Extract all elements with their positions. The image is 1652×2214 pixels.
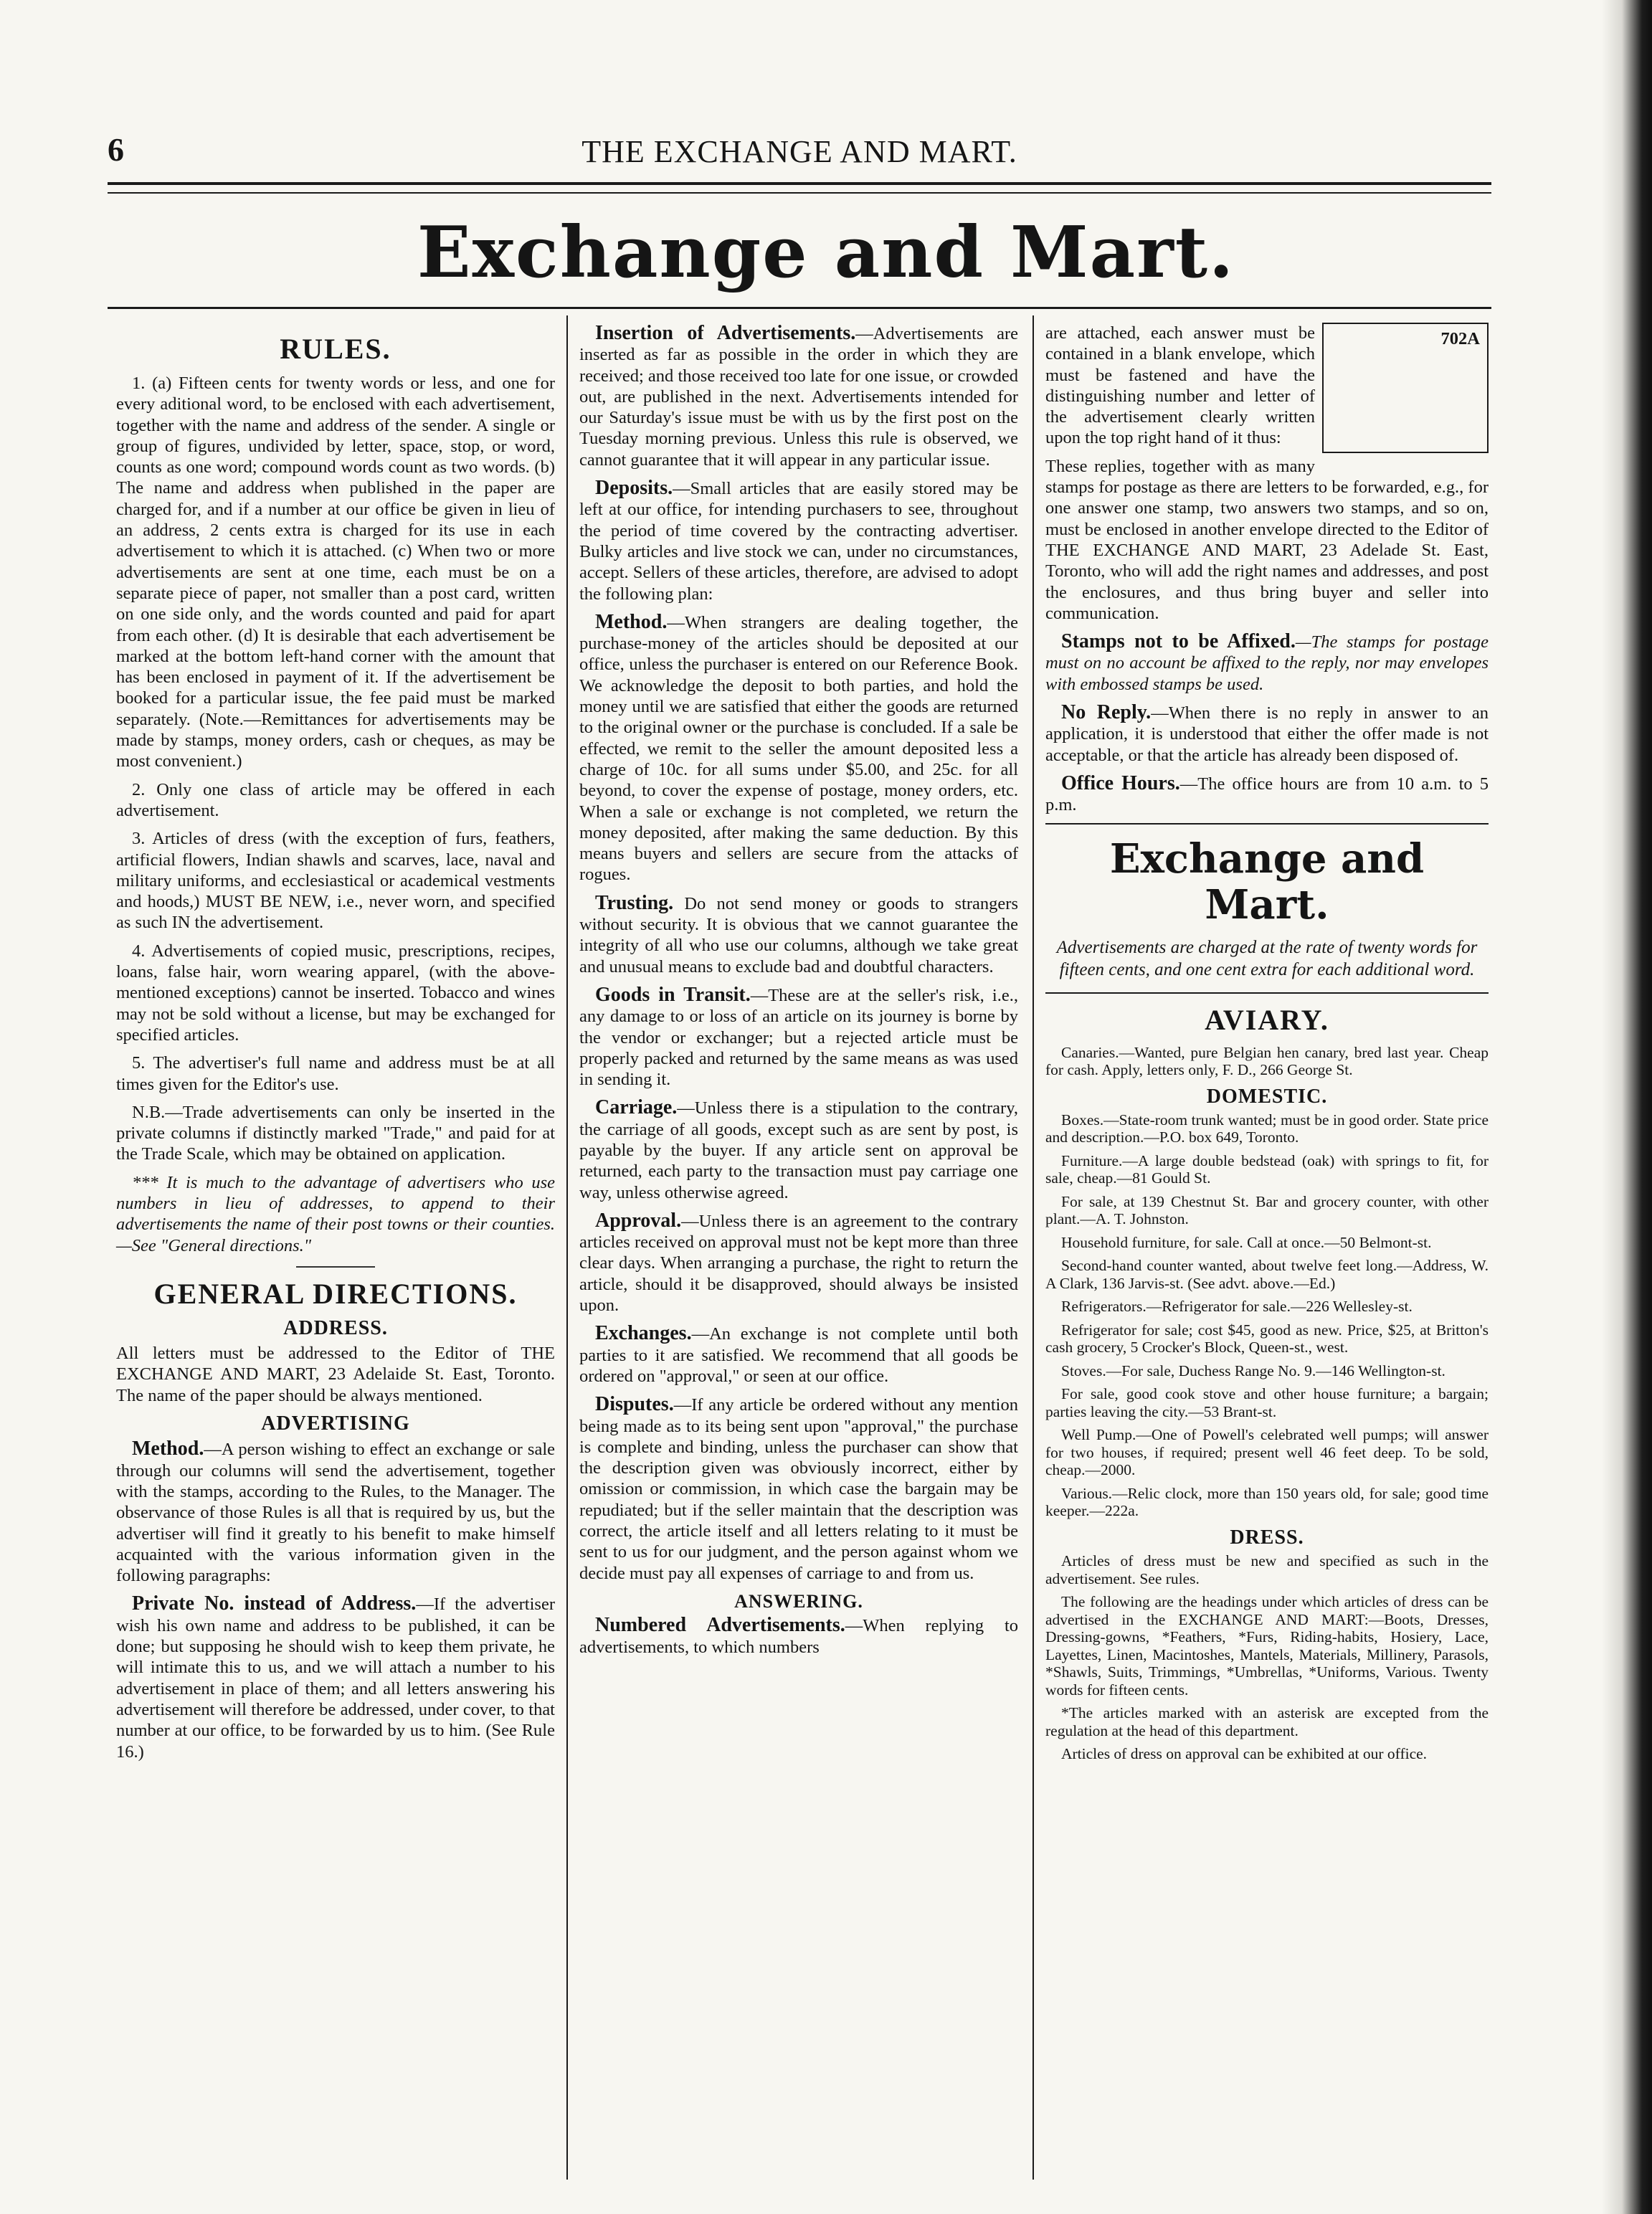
method-text: —A person wishing to effect an exchange or sale through our columns will send the advertisement, together with the stamps, according to the Rules, to the Manager. The observance of those Rules is all that is required by us, but the advertiser will find it greatly to his benefit to make himself acquainted with the various information given in the following paragraphs: [116,1440,555,1586]
column-rules [116,323,555,1769]
approval-text: —Unless there is an agreement to the contrary articles received on approval must not be kept more than three clear days. When arranging a purchase, the right to return the article, should it be disapproved, should always be insisted upon. [579,1211,1018,1316]
method-deposit-head: Method. [595,610,668,633]
method-deposit-text: —When strangers are dealing together, the purchase-money of the articles should be deposited at our office, unless the purchaser is entered on our Reference Book. We acknowledge the deposit to both parties, and hold the money until we are satisfied that either the goods are returned to the original owner or the purchase is concluded. If a sale be effected, we remit to the seller the amount deposited less a charge of 10c. for all sums under $5.00, and 25c. for all beyond, to cover the expense of postage, money orders, etc. When a sale or exchange is not completed, we return the money deposited, after making the same deduction. By this means buyers and sellers are secure from the attacks of rogues. [579,612,1018,885]
rate-note: Advertisements are charged at the rate of twenty words for fifteen cents, and one cent extra for each additional word. [1056,937,1478,979]
advantage-note: *** It is much to the advantage of advertisers who use numbers in lieu of addresses, to append to their advertisements the name of their post towns or their counties.—See "General directions." [116,1172,555,1255]
column-rule [1045,992,1489,994]
office-hours-paragraph [1045,773,1489,816]
running-title: THE EXCHANGE AND MART. [581,134,1017,169]
office-hours-head: Office Hours. [1061,771,1180,794]
rule-3: 3. Articles of dress (with the exception of furs, feathers, artificial flowers, Indian shawls and scarves, lace, naval and military uniforms, and ecclesiastical or academical vestments and hoods,) MUST BE NEW, i.e., never worn, and specified as such IN the advertisement. [116,829,555,933]
column-divider-2 [1032,315,1034,2180]
sample-number-box: 702A [1322,323,1489,453]
private-text: —If the advertiser wish his own name and address to be published, it can be done; but supposing he should wish to keep them private, he will intimate this to us, and we will attach a number to his advertisement in place of them; and all letters answering his advertisement will therefore be addressed, under cover, to that number at our office, to be forwarded by us to him. (See Rule 16.) [116,1595,555,1762]
rule-4: 4. Advertisements of copied music, prescriptions, recipes, loans, false hair, worn wearing apparel, (with the above-mentioned exceptions) cannot be inserted. Tobacco and wines may not be sold without a license, but may be exchanged for specified articles. [116,941,555,1045]
carriage-paragraph [579,1097,1018,1202]
ad-various: Various.—Relic clock, more than 150 years old, for sale; good time keeper.—222a. [1045,1484,1489,1520]
office-hours-text: —The office hours are from 10 a.m. to 5 p.m. [1045,774,1489,815]
page-header [108,130,1491,181]
noreply-paragraph [1045,702,1489,766]
disputes-head: Disputes. [595,1393,674,1416]
ad-furniture: Furniture.—A large double bedstead (oak) with springs to fit, for sale, cheap.—81 Gould St. [1045,1151,1489,1187]
numbered-head: Numbered Advertisements. [595,1614,845,1637]
private-head: Private No. instead of Address. [132,1592,417,1615]
insertion-text: —Advertisements are inserted as far as possible in the order in which they are received; and those received too late for one issue, or crowded out, are published in the next. Advertisements intended for our Saturday's issue must be with us by the first post on the Tuesday morning previous. Unless this rule is observed, we cannot guarantee that it will appear in any particular issue. [579,324,1019,470]
method-paragraph [116,1438,555,1586]
ad-well-pump: Well Pump.—One of Powell's celebrated well pumps; will answer for two houses, if required; present well 46 feet deep. To be sold, cheap.—2000. [1045,1426,1489,1479]
approval-head: Approval. [595,1209,682,1232]
noreply-text: —When there is no reply in answer to an application, it is understood that either the offer made is not acceptable, or that the article has already been disposed of. [1045,703,1489,765]
disputes-text: —If any article be ordered without any mention being made as to its being sent upon "approval," the purchase is complete and binding, unless the purchaser can show that the description given was obviously incorrect, either by omission or commission, in which case the bargain may be repudiated; but if the seller maintain that the description was correct, the article itself and all letters relating to it must be sent to us for our judgment, and the person against whom we decide must pay all expenses of carriage to and from us. [579,1395,1018,1583]
deposits-head: Deposits. [595,477,673,500]
answering-heading: ANSWERING. [734,1590,863,1612]
trusting-paragraph [579,893,1018,977]
column-divider-1 [566,315,568,2180]
noreply-head: No Reply. [1061,701,1152,724]
disputes-paragraph [579,1394,1018,1584]
dress-note-1: Articles of dress must be new and specified as such in the advertisement. See rules. [1045,1552,1489,1587]
method-deposit-paragraph [579,612,1018,885]
ad-canaries: Canaries.—Wanted, pure Belgian hen canary, bred last year. Cheap for cash. Apply, letters only, F. D., 266 George St. [1045,1043,1489,1079]
goods-head: Goods in Transit. [595,983,751,1006]
insertion-head: Insertion of Advertisements. [595,322,856,344]
ad-household: Household furniture, for sale. Call at once.—50 Belmont-st. [1061,1233,1432,1251]
page-edge-shadow [1602,0,1652,2214]
deposits-text: —Small articles that are easily stored may be left at our office, for intending purchasers to see, throughout the period of time covered by the contracting advertiser. Bulky articles and live stock we can, under no circumstances, accept. Sellers of these articles, therefore, are advised to adopt the following plan: [579,479,1018,604]
column-directions [579,323,1018,1665]
rule-5: 5. The advertiser's full name and address must be at all times given for the Editor's use. [116,1053,555,1094]
ad-grocery-counter: For sale, at 139 Chestnut St. Bar and grocery counter, with other plant.—A. T. Johnston. [1045,1192,1489,1228]
stamps-paragraph [1045,631,1489,695]
dress-note-2: The following are the headings under which articles of dress can be advertised in the EXCHANGE AND MART:—Boots, Dresses, Dressing-gowns, *Feathers, *Furs, Riding-habits, Hosiery, Lace, Layettes, Linen, Macintoshes, Mantels, Materials, Millinery, Parasols, *Shawls, Suits, Trimmings, *Umbrellas, *Uniforms, Various. Twenty words for fifteen cents. [1045,1593,1489,1698]
exchanges-head: Exchanges. [595,1322,692,1345]
trusting-head: Trusting. [595,891,674,914]
stamps-head: Stamps not to be Affixed. [1061,630,1296,653]
insertion-paragraph [579,323,1018,470]
exchanges-paragraph [579,1323,1018,1387]
ad-refrigerators: Refrigerators.—Refrigerator for sale.—226 Wellesley-st. [1061,1298,1413,1316]
numbered-paragraph [579,1615,1018,1658]
private-paragraph [116,1593,555,1762]
answering-continued [1045,323,1489,449]
rules-heading: RULES. [280,333,391,365]
dress-heading: DRESS. [1230,1526,1304,1549]
domestic-heading: DOMESTIC. [1206,1085,1328,1108]
aviary-heading: AVIARY. [1205,1003,1329,1036]
ad-second-hand-counter: Second-hand counter wanted, about twelve feet long.—Address, W. A Clark, 136 Jarvis-st. (See advt. above.—Ed.) [1045,1257,1489,1292]
carriage-text: —Unless there is a stipulation to the contrary, the carriage of all goods, except such as are sent by post, is payable by the buyer. If any article sent on approval be returned, each party to the transaction must pay carriage one way, unless otherwise agreed. [579,1098,1018,1202]
goods-text: —These are at the seller's risk, i.e., any damage to or loss of an article on its journey is borne by the vendor or exchanger; but a rejected article must be properly packed and returned by the same means as was used in sending it. [579,985,1018,1090]
method-head: Method. [132,1438,204,1460]
ad-refrigerator-2: Refrigerator for sale; cost $45, good as new. Price, $25, at Britton's cash grocery, 5 Crocker's Block, Queen-st., west. [1045,1321,1489,1357]
sub-masthead: Exchange and Mart. [1109,835,1425,928]
header-double-rule [108,182,1491,194]
exchanges-text: —An exchange is not complete until both parties to it are satisfied. We recommend that all goods be ordered on "approval," or seen at our office. [579,1324,1018,1386]
ad-boxes: Boxes.—State-room trunk wanted; must be in good order. State price and description.—P.O. box 649, Toronto. [1045,1111,1489,1146]
general-directions-heading: GENERAL DIRECTIONS. [153,1277,518,1310]
numbered-text: —When replying to advertisements, to which numbers [579,1616,1018,1657]
ad-cook-stove: For sale, good cook stove and other house furniture; a bargain; parties leaving the city.—53 Brant-st. [1045,1385,1489,1420]
answering-continued-2: These replies, together with as many stamps for postage as there are letters to be forwarded, e.g., for one answer one stamp, two answers two stamps, and so on, must be enclosed in another envelope directed to the Editor of THE EXCHANGE AND MART, 23 Adelade St. East, Toronto, who will add the right names and addresses, and post the enclosures, and thus bring buyer and seller into communication. [1045,456,1489,623]
address-heading: ADDRESS. [283,1316,388,1339]
carriage-head: Carriage. [595,1096,678,1119]
trade-note: N.B.—Trade advertisements can only be inserted in the private columns if distinctly marked "Trade," and paid for at the Trade Scale, which may be obtained on application. [116,1102,555,1164]
ad-stoves: Stoves.—For sale, Duchess Range No. 9.—146 Wellington-st. [1061,1362,1446,1379]
column-rule [1045,823,1489,825]
deposits-paragraph [579,478,1018,604]
masthead-rule [108,307,1491,309]
answering-continued-text: are attached, each answer must be contained in a blank envelope, which must be fastened and have the distinguishing number and letter of the advertisement clearly written upon the top right hand of it thus: [1045,323,1315,448]
rule-2: 2. Only one class of article may be offered in each advertisement. [116,779,555,820]
approval-paragraph [579,1210,1018,1316]
section-divider [296,1266,375,1268]
trusting-text: Do not send money or goods to strangers without security. It is obvious that we cannot guarantee the integrity of all who use our columns, although we take great and unusual means to exclude bad and doubtful characters. [579,893,1018,977]
address-text: All letters must be addressed to the Editor of THE EXCHANGE AND MART, 23 Adelaide St. East, Toronto. The name of the paper should be always mentioned. [116,1344,555,1405]
advertising-heading: ADVERTISING [261,1412,410,1435]
dress-note-4: Articles of dress on approval can be exhibited at our office. [1061,1745,1428,1763]
stamps-text: —The stamps for postage must on no account be affixed to the reply, nor may envelopes with embossed stamps be used. [1045,632,1489,694]
column-classifieds [1045,323,1489,1769]
rule-1: 1. (a) Fifteen cents for twenty words or less, and one for every aditional word, to be enclosed with each advertisement, together with the name and address of the sender. A single or group of figures, undivided by letter, space, stop, or word, counts as one word; compound words count as two words. (b) The name and address when published in the paper are charged for, and if a number at our office be given in lieu of an address, 2 cents extra is charged for its use in each advertisement to which it is attached. (c) When two or more advertisements are sent at one time, each must be on a separate piece of paper, not smaller than a post card, written on one side only, and the words counted and paid for apart from each other. (d) It is desirable that each advertisement be marked at the bottom left-hand corner with the amount that has been enclosed in payment of it. If the advertisement be booked for a particular issue, the fee paid must be marked separately. (Note.—Remittances for advertisements may be made by stamps, money orders, cash or cheques, as may be most convenient.) [116,374,555,771]
page-number: 6 [108,131,124,168]
goods-paragraph [579,984,1018,1090]
masthead-title: Exchange and Mart. [417,212,1235,294]
dress-note-3: *The articles marked with an asterisk are excepted from the regulation at the head of this department. [1045,1704,1489,1739]
